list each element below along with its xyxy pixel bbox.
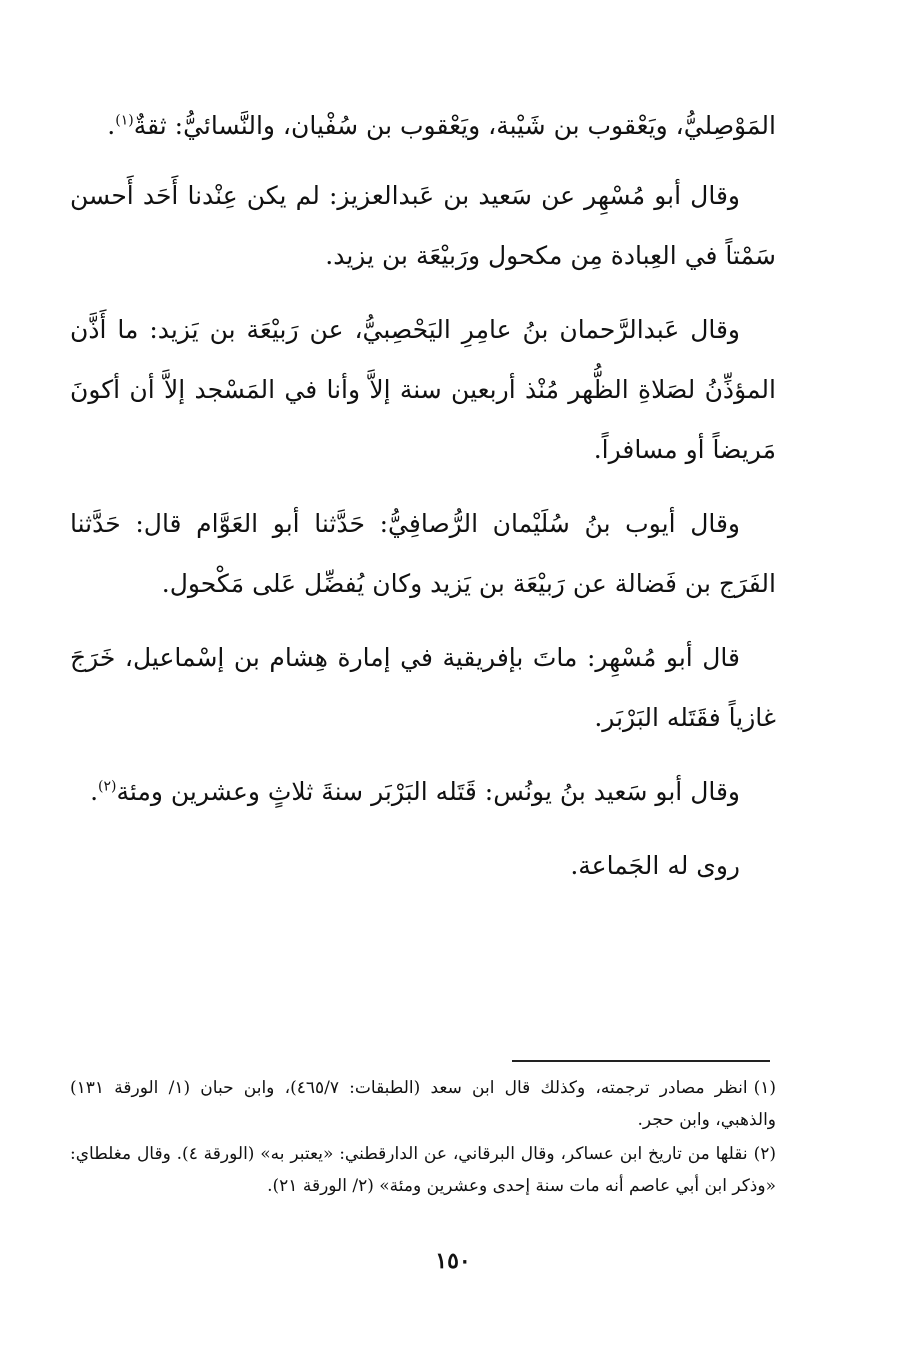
paragraph-6-tail: . <box>90 777 99 806</box>
page-number: ١٥٠ <box>435 1248 471 1274</box>
paragraph-2: وقال أبو مُسْهِر عن سَعيد بن عَبدالعزيز: لم يكن عِنْدنا أَحَد أَحسن سَمْتاً في العِبادة مِن مكحول ورَبيْعَة بن يزيد. <box>70 181 776 270</box>
paragraph-6 <box>70 762 776 822</box>
paragraph-1 <box>70 96 776 156</box>
paragraph-1-tail: . <box>107 111 116 140</box>
footnote-2 <box>70 1138 776 1202</box>
footnote-1 <box>70 1072 776 1136</box>
paragraph-4: وقال أيوب بنُ سُلَيْمان الرُّصافِيُّ: حَدَّثنا أبو العَوَّام قال: حَدَّثنا الفَرَج بن فَضالة عن رَبيْعَة بن يَزيد وكان يُفضِّل عَلى مَكْحول. <box>70 509 776 598</box>
footnote-separator <box>512 1060 770 1062</box>
footnote-ref-2[interactable]: (٢) <box>98 778 117 795</box>
main-text <box>70 96 776 910</box>
footnote-1-text: انظر مصادر ترجمته، وكذلك قال ابن سعد (الطبقات: ٤٦٥/٧)، وابن حبان (١/ الورقة ١٣١) والذهبي، وابن حجر. <box>70 1078 776 1130</box>
paragraph-3: وقال عَبدالرَّحمان بنُ عامِرِ اليَحْصِبيُّ، عن رَبيْعَة بن يَزيد: ما أَذَّن المؤذِّنُ لصَلاةِ الظُّهر مُنْذ أربعين سنة إلاَّ وأنا في المَسْجد إلاَّ أن أكونَ مَريضاً أو مسافراً. <box>70 315 776 464</box>
footnote-1-number: (١) <box>753 1078 776 1098</box>
paragraph-1-text: المَوْصِليُّ، ويَعْقوب بن شَيْبة، ويَعْقوب بن سُفْيان، والنَّسائيُّ: ثقةٌ <box>133 111 776 140</box>
footnote-2-text: نقلها من تاريخ ابن عساكر، وقال البرقاني، عن الدارقطني: «يعتبر به» (الورقة ٤). وقال مغلطاي: «وذكر ابن أبي عاصم أنه مات سنة إحدى وعشرين ومئة» (٢/ الورقة ٢١). <box>70 1144 776 1196</box>
footnote-ref-1[interactable]: (١) <box>115 112 134 129</box>
footnotes <box>70 1072 776 1204</box>
footnote-2-number: (٢) <box>753 1144 776 1164</box>
paragraph-5: قال أبو مُسْهِر: ماتَ بإفريقية في إمارة هِشام بن إسْماعيل، خَرَجَ غازياً فقَتَله البَرْبَر. <box>70 643 776 732</box>
paragraph-7: روى له الجَماعة. <box>570 851 740 880</box>
paragraph-6-text: وقال أبو سَعيد بنُ يونُس: قَتَله البَرْبَر سنةَ ثلاثٍ وعشرين ومئة <box>116 777 740 806</box>
